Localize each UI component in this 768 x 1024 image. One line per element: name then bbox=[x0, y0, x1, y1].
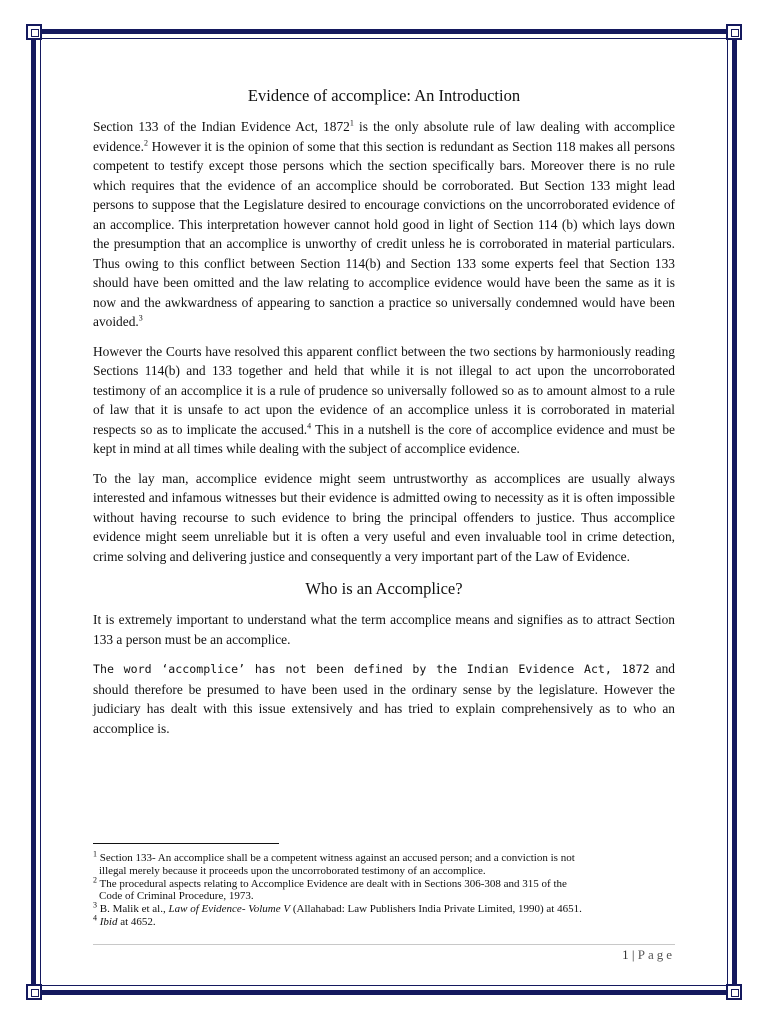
corner-ornament-top-left bbox=[26, 24, 42, 40]
footnote-ref-1[interactable]: 1 bbox=[349, 118, 354, 128]
footnote-4 bbox=[93, 913, 675, 929]
footnote-text: (Allahabad: Law Publishers India Private Limited, 1990) at 4651. bbox=[290, 903, 582, 916]
footnote-book-title: Law of Evidence- Volume V bbox=[168, 903, 291, 916]
footnote-text: The procedural aspects relating to Accomplice Evidence are dealt with in Sections 306-308 and 315 of the bbox=[97, 877, 567, 890]
footnote-ibid: Ibid bbox=[97, 915, 118, 928]
paragraph-text: and should therefore be presumed to have been used in the ordinary sense by the legislature. However the judiciary has dealt with this issue extensively and has tried to explain comprehensively as to who an accomplice is. bbox=[93, 661, 675, 736]
document-body bbox=[93, 86, 675, 748]
page-number: 1 bbox=[622, 947, 629, 962]
footnote-number: 3 bbox=[93, 900, 97, 910]
footnote-number: 4 bbox=[93, 913, 97, 923]
footnote-ref-4[interactable]: 4 bbox=[307, 421, 312, 431]
footnotes bbox=[93, 843, 675, 929]
page-label: Page bbox=[637, 947, 675, 962]
footnote-text: at 4652. bbox=[117, 915, 156, 928]
paragraph-courts bbox=[93, 342, 675, 459]
paragraph-definition bbox=[93, 659, 675, 738]
paragraph-text: This in a nutshell is the core of accomplice evidence and must be kept in mind at all times while dealing with the subject of accomplice evidence. bbox=[93, 421, 675, 456]
footnote-1 bbox=[93, 849, 675, 878]
corner-ornament-bottom-right bbox=[726, 984, 742, 1000]
footnote-ref-2[interactable]: 2 bbox=[143, 138, 148, 148]
paragraph-text: However the Courts have resolved this apparent conflict between the two sections by harmoniously reading Sections 114(b) and 133 together and held that while it is not illegal to act upon the uncorroborated testimony of an accomplice it is a rule of prudence so universally followed so as to amount almost to a rule of law that it is unsafe to act upon the evidence of an accomplice unless it is corroborated in material respects so as to implicate the accused. bbox=[93, 343, 675, 437]
paragraph-text-mono: The word ‘accomplice’ has not been defined by the Indian Evidence Act, 1872 bbox=[93, 662, 650, 676]
paragraph-text: However it is the opinion of some that this section is redundant as Section 118 makes all persons competent to testify except those persons which the section specifically bars. Moreover there is no rule which requires that the evidence of an accomplice should be corroborated. But Section 133 might lead persons to suppose that the Legislature desired to encourage convictions on the uncorroborated evidence of an accomplice. This interpretation however cannot hold good in light of Section 114 (b) which lays down the presumption that an accomplice is unworthy of credit unless he is corroborated in material particulars. Thus owing to this conflict between Section 114(b) and Section 133 some experts feel that Section 133 should have been omitted and the law relating to accomplice evidence would have been the same as it is now and the awkwardness of appearing to sanction a practice so universally condemned would have been avoided. bbox=[93, 138, 675, 329]
paragraph-layman: To the lay man, accomplice evidence might seem untrustworthy as accomplices are usually always interested and infamous witnesses but their evidence is admitted owing to necessity as it is often impossible without having recourse to such evidence to bring the principal offenders to justice. Thus accomplice evidence might seem unreliable but it is often a very useful and even invaluable tool in crime detection, crime solving and delivering justice and consequently a very important part of the Law of Evidence. bbox=[93, 470, 675, 564]
footnote-separator bbox=[93, 843, 279, 844]
corner-ornament-top-right bbox=[726, 24, 742, 40]
paragraph-intro bbox=[93, 117, 675, 332]
footnote-number: 2 bbox=[93, 874, 97, 884]
footnote-text: B. Malik et al., bbox=[97, 903, 169, 916]
footnote-text: illegal merely because it proceeds upon the uncorroborated testimony of an accomplice. bbox=[99, 864, 486, 877]
paragraph-definition-importance: It is extremely important to understand what the term accomplice means and signifies as to attract Section 133 a person must be an accomplice. bbox=[93, 612, 675, 647]
section-heading: Who is an Accomplice? bbox=[305, 579, 463, 598]
footnote-text: Code of Criminal Procedure, 1973. bbox=[99, 890, 254, 903]
footnote-ref-3[interactable]: 3 bbox=[138, 313, 143, 323]
corner-ornament-bottom-left bbox=[26, 984, 42, 1000]
paragraph-text: Section 133 of the Indian Evidence Act, 1872 bbox=[93, 119, 350, 134]
page-separator: | bbox=[628, 947, 638, 962]
footnote-number: 1 bbox=[93, 849, 97, 859]
page-footer bbox=[93, 944, 675, 963]
page-title: Evidence of accomplice: An Introduction bbox=[247, 86, 521, 105]
footnote-3 bbox=[93, 900, 675, 916]
paragraph-text: is the only absolute rule of law dealing with accomplice evidence. bbox=[93, 119, 675, 154]
footnote-text: Section 133- An accomplice shall be a competent witness against an accused person; and a conviction is not bbox=[97, 852, 575, 864]
footnote-2 bbox=[93, 874, 675, 904]
